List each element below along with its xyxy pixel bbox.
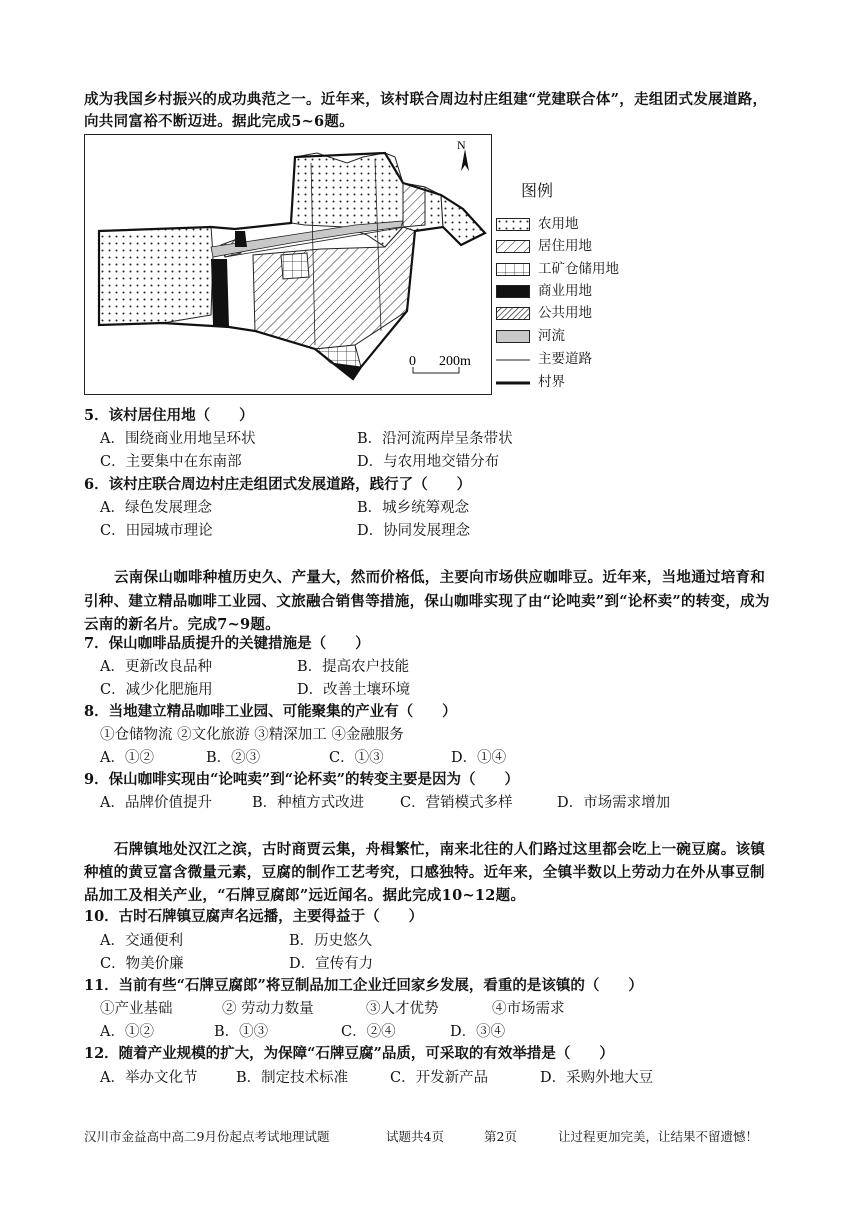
north-label: N: [457, 138, 466, 152]
q8-option-d: D．①④: [451, 750, 507, 766]
scale-zero: 0: [409, 354, 416, 369]
legend-public: [496, 301, 592, 321]
q10-option-b: B．历史悠久: [289, 933, 373, 949]
legend-farmland: [496, 212, 579, 232]
q11-option-d: D．③④: [450, 1024, 506, 1040]
dense-swatch-icon: [496, 307, 530, 320]
q11-option-c: C．②④: [341, 1024, 396, 1040]
dots-swatch-icon: [496, 218, 530, 231]
q12-option-c: C．开发新产品: [390, 1070, 489, 1086]
legend-river: [496, 324, 565, 344]
intro3-line2: 种植的黄豆富含微量元素，豆腐的制作工艺考究，口感独特。近年来，全镇半数以上劳动力在外从事豆制: [84, 864, 765, 881]
q5-option-d: D．与农用地交错分布: [357, 454, 500, 470]
q6-option-a: A．绿色发展理念: [100, 500, 212, 516]
q6-option-b: B．城乡统筹观念: [357, 500, 470, 516]
q12-option-d: D．采购外地大豆: [540, 1070, 654, 1086]
village-land-use-map: [84, 134, 492, 395]
q11-item-4: ④市场需求: [492, 1001, 565, 1017]
q9-option-b: B．种植方式改进: [252, 795, 365, 811]
legend-title: 图例: [521, 181, 554, 200]
grid-swatch-icon: [496, 263, 530, 276]
legend-road: [496, 347, 592, 367]
q9-stem: 9．保山咖啡实现由“论吨卖”到“论杯卖”的转变主要是因为（ ）: [84, 771, 519, 788]
q7-option-c: C．减少化肥施用: [100, 682, 213, 698]
scale-text: 200m: [439, 354, 471, 369]
footer-motto: 让过程更加完美，让结果不留遗憾！: [558, 1129, 759, 1144]
q5-option-a: A．围绕商业用地呈环状: [100, 431, 256, 447]
q11-option-b: B．①③: [214, 1024, 269, 1040]
q5-option-b: B．沿河流两岸呈条带状: [357, 431, 513, 447]
intro1-line1: 成为我国乡村振兴的成功典范之一。近年来，该村联合周边村庄组建“党建联合体”，走组团式发展道路，: [84, 91, 768, 108]
gray-swatch-icon: [496, 330, 530, 343]
legend-label: 主要道路: [538, 351, 592, 367]
q6-option-d: D．协同发展理念: [357, 523, 471, 539]
intro2-line1: 云南保山咖啡种植历史久、产量大，然而价格低，主要向市场供应咖啡豆。近年来，当地通过培育和: [114, 569, 766, 586]
map-drawing: [85, 135, 491, 394]
intro1-line2: 向共同富裕不断迈进。据此完成5~6题。: [84, 113, 355, 130]
legend-boundary: [496, 370, 565, 390]
q9-option-a: A．品牌价值提升: [100, 795, 212, 811]
q7-option-d: D．改善土壤环境: [297, 682, 411, 698]
q10-option-c: C．物美价廉: [100, 956, 184, 972]
q5-option-c: C．主要集中在东南部: [100, 454, 242, 470]
q10-option-d: D．宣传有力: [289, 956, 374, 972]
legend-industrial: [496, 257, 619, 277]
q11-item-3: ③人才优势: [366, 1001, 439, 1017]
q7-option-a: A．更新改良品种: [100, 659, 212, 675]
black-swatch-icon: [496, 285, 530, 298]
legend-label: 公共用地: [538, 305, 592, 321]
q11-item-2: ② 劳动力数量: [222, 1001, 314, 1017]
legend-label: 居住用地: [538, 238, 592, 254]
intro3-line1: 石牌镇地处汉江之滨，古时商贾云集，舟楫繁忙，南来北往的人们路过这里都会吃上一碗豆腐。该镇: [114, 841, 766, 858]
q8-option-b: B．②③: [206, 750, 261, 766]
q11-option-a: A．①②: [100, 1024, 154, 1040]
legend-label: 商业用地: [538, 283, 592, 299]
q8-option-c: C．①③: [329, 750, 384, 766]
legend-label: 工矿仓储用地: [538, 261, 619, 277]
legend-label: 村界: [538, 374, 565, 390]
legend-label: 河流: [538, 328, 565, 344]
q6-option-c: C．田园城市理论: [100, 523, 213, 539]
intro2-line3: 云南的新名片。完成7~9题。: [84, 616, 281, 633]
q12-option-b: B．制定技术标准: [236, 1070, 349, 1086]
q8-option-a: A．①②: [100, 750, 154, 766]
q8-items: ①仓储物流 ②文化旅游 ③精深加工 ④金融服务: [100, 727, 404, 743]
intro2-line2: 引种、建立精品咖啡工业园、文旅融合销售等措施，保山咖啡实现了由“论吨卖”到“论杯卖”的转变，成为: [84, 593, 770, 610]
footer-page-number: 第2页: [484, 1129, 517, 1144]
q12-stem: 12．随着产业规模的扩大，为保障“石牌豆腐”品质，可采取的有效举措是（ ）: [84, 1045, 614, 1062]
intro3-line3: 品加工及相关产业，“石牌豆腐郎”远近闻名。据此完成10~12题。: [84, 887, 526, 904]
footer-pages: 试题共4页: [386, 1129, 444, 1144]
q11-item-1: ①产业基础: [100, 1001, 173, 1017]
hatch-swatch-icon: [496, 240, 530, 253]
legend-commercial: [496, 279, 592, 299]
q8-stem: 8．当地建立精品咖啡工业园、可能聚集的产业有（ ）: [84, 703, 457, 720]
q9-option-d: D．市场需求增加: [557, 795, 671, 811]
q6-stem: 6．该村庄联合周边村庄走组团式发展道路，践行了（ ）: [84, 476, 472, 493]
legend-residential: [496, 234, 592, 254]
q7-option-b: B．提高农户技能: [297, 659, 410, 675]
thick-line-icon: [496, 376, 530, 389]
footer-school: 汉川市金益高中高二9月份起点考试地理试题: [84, 1129, 330, 1144]
q7-stem: 7．保山咖啡品质提升的关键措施是（ ）: [84, 635, 370, 652]
q5-stem: 5．该村居住用地（ ）: [84, 407, 254, 424]
q10-stem: 10．古时石牌镇豆腐声名远播，主要得益于（ ）: [84, 908, 424, 925]
q10-option-a: A．交通便利: [100, 933, 183, 949]
q9-option-c: C．营销模式多样: [400, 795, 513, 811]
legend-label: 农用地: [538, 216, 579, 232]
q12-option-a: A．举办文化节: [100, 1070, 198, 1086]
thin-line-icon: [496, 353, 530, 366]
q11-stem: 11．当前有些“石牌豆腐郎”将豆制品加工企业迁回家乡发展，看重的是该镇的（ ）: [84, 977, 643, 994]
